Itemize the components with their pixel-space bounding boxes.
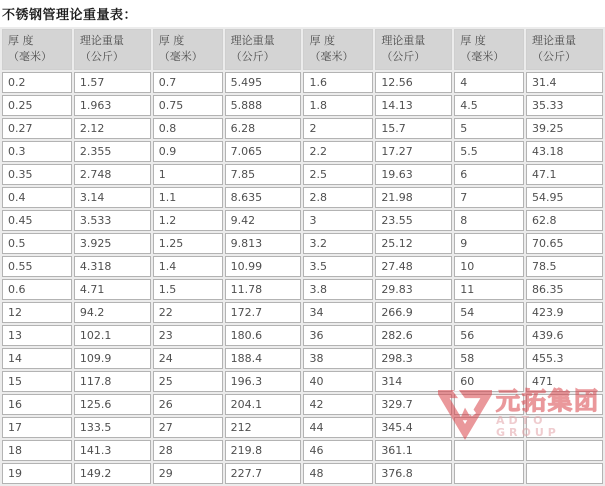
cell-thickness: 26	[153, 394, 223, 415]
cell-thickness: 1.8	[303, 95, 373, 116]
cell-thickness: 0.35	[2, 164, 72, 185]
cell-thickness: 54	[454, 302, 524, 323]
cell-thickness: 29	[153, 463, 223, 484]
header-cell-weight: 理论重量 （公斤）	[526, 29, 603, 70]
cell-thickness: 0.45	[2, 210, 72, 231]
cell-weight: 3.14	[74, 187, 151, 208]
cell-weight: 7.85	[225, 164, 302, 185]
cell-thickness: 22	[153, 302, 223, 323]
table-row	[2, 233, 603, 254]
cell-thickness: 2.8	[303, 187, 373, 208]
cell-thickness: 14	[2, 348, 72, 369]
cell-thickness	[454, 417, 524, 438]
cell-weight: 2.355	[74, 141, 151, 162]
cell-weight: 376.8	[375, 463, 452, 484]
header-cell-thickness: 厚 度 （毫米）	[2, 29, 72, 70]
cell-thickness: 0.9	[153, 141, 223, 162]
cell-weight: 102.1	[74, 325, 151, 346]
cell-weight: 12.56	[375, 72, 452, 93]
cell-thickness: 23	[153, 325, 223, 346]
cell-weight: 188.4	[225, 348, 302, 369]
cell-thickness: 2	[303, 118, 373, 139]
cell-weight: 6.28	[225, 118, 302, 139]
cell-weight: 212	[225, 417, 302, 438]
cell-thickness: 0.75	[153, 95, 223, 116]
cell-thickness: 16	[2, 394, 72, 415]
cell-weight: 31.4	[526, 72, 603, 93]
cell-weight: 78.5	[526, 256, 603, 277]
cell-thickness: 0.2	[2, 72, 72, 93]
table-row	[2, 302, 603, 323]
cell-weight: 439.6	[526, 325, 603, 346]
cell-thickness: 3.5	[303, 256, 373, 277]
cell-weight: 3.925	[74, 233, 151, 254]
cell-thickness: 0.27	[2, 118, 72, 139]
cell-weight: 27.48	[375, 256, 452, 277]
cell-weight: 39.25	[526, 118, 603, 139]
cell-weight: 86.35	[526, 279, 603, 300]
table-row	[2, 394, 603, 415]
cell-weight: 3.533	[74, 210, 151, 231]
cell-weight: 282.6	[375, 325, 452, 346]
cell-weight: 471	[526, 371, 603, 392]
cell-weight: 43.18	[526, 141, 603, 162]
cell-thickness: 0.4	[2, 187, 72, 208]
cell-thickness: 19	[2, 463, 72, 484]
cell-thickness: 0.6	[2, 279, 72, 300]
cell-weight: 266.9	[375, 302, 452, 323]
table-row	[2, 118, 603, 139]
cell-thickness: 1.2	[153, 210, 223, 231]
cell-weight: 298.3	[375, 348, 452, 369]
cell-thickness: 24	[153, 348, 223, 369]
cell-thickness: 42	[303, 394, 373, 415]
cell-thickness: 10	[454, 256, 524, 277]
cell-weight: 204.1	[225, 394, 302, 415]
table-row	[2, 325, 603, 346]
cell-weight: 1.57	[74, 72, 151, 93]
table-row	[2, 440, 603, 461]
cell-thickness: 0.7	[153, 72, 223, 93]
cell-weight: 11.78	[225, 279, 302, 300]
cell-weight: 29.83	[375, 279, 452, 300]
cell-weight: 2.748	[74, 164, 151, 185]
cell-weight: 361.1	[375, 440, 452, 461]
cell-thickness: 5.5	[454, 141, 524, 162]
cell-weight: 10.99	[225, 256, 302, 277]
cell-weight: 47.1	[526, 164, 603, 185]
header-cell-weight: 理论重量 （公斤）	[74, 29, 151, 70]
cell-weight: 455.3	[526, 348, 603, 369]
cell-thickness: 28	[153, 440, 223, 461]
cell-weight: 54.95	[526, 187, 603, 208]
cell-weight: 196.3	[225, 371, 302, 392]
cell-thickness: 13	[2, 325, 72, 346]
cell-thickness: 15	[2, 371, 72, 392]
header-cell-thickness: 厚 度 （毫米）	[454, 29, 524, 70]
cell-weight: 133.5	[74, 417, 151, 438]
cell-weight: 1.963	[74, 95, 151, 116]
cell-thickness: 34	[303, 302, 373, 323]
cell-weight: 180.6	[225, 325, 302, 346]
cell-thickness: 3	[303, 210, 373, 231]
cell-weight: 423.9	[526, 302, 603, 323]
cell-thickness: 4	[454, 72, 524, 93]
cell-weight: 8.635	[225, 187, 302, 208]
table-row	[2, 256, 603, 277]
cell-weight: 94.2	[74, 302, 151, 323]
page-title: 不锈钢管理论重量表：	[2, 8, 138, 23]
cell-thickness: 56	[454, 325, 524, 346]
cell-weight: 314	[375, 371, 452, 392]
cell-thickness: 4.5	[454, 95, 524, 116]
cell-thickness: 48	[303, 463, 373, 484]
cell-thickness: 0.55	[2, 256, 72, 277]
cell-weight	[526, 440, 603, 461]
cell-weight	[526, 417, 603, 438]
cell-weight: 19.63	[375, 164, 452, 185]
cell-thickness: 11	[454, 279, 524, 300]
cell-thickness: 7	[454, 187, 524, 208]
cell-thickness: 3.2	[303, 233, 373, 254]
cell-thickness: 12	[2, 302, 72, 323]
table-row	[2, 95, 603, 116]
cell-weight: 149.2	[74, 463, 151, 484]
header-cell-weight: 理论重量 （公斤）	[225, 29, 302, 70]
table-row	[2, 210, 603, 231]
cell-weight: 345.4	[375, 417, 452, 438]
header-cell-weight: 理论重量 （公斤）	[375, 29, 452, 70]
header-cell-thickness: 厚 度 （毫米）	[153, 29, 223, 70]
cell-thickness: 36	[303, 325, 373, 346]
cell-thickness: 0.3	[2, 141, 72, 162]
table-row	[2, 141, 603, 162]
cell-thickness: 18	[2, 440, 72, 461]
weight-table	[0, 27, 605, 486]
cell-weight: 35.33	[526, 95, 603, 116]
cell-weight	[526, 463, 603, 484]
table-body	[2, 72, 603, 484]
cell-weight: 141.3	[74, 440, 151, 461]
table-row	[2, 279, 603, 300]
cell-weight: 17.27	[375, 141, 452, 162]
cell-weight: 5.495	[225, 72, 302, 93]
cell-thickness: 0.5	[2, 233, 72, 254]
table-row	[2, 463, 603, 484]
cell-weight	[526, 394, 603, 415]
cell-weight: 5.888	[225, 95, 302, 116]
cell-weight: 227.7	[225, 463, 302, 484]
cell-weight: 329.7	[375, 394, 452, 415]
cell-weight: 219.8	[225, 440, 302, 461]
cell-thickness	[454, 463, 524, 484]
cell-thickness: 1.1	[153, 187, 223, 208]
cell-weight: 25.12	[375, 233, 452, 254]
cell-thickness: 5	[454, 118, 524, 139]
cell-thickness: 8	[454, 210, 524, 231]
header-row	[2, 29, 603, 70]
cell-thickness: 58	[454, 348, 524, 369]
cell-weight: 70.65	[526, 233, 603, 254]
cell-weight: 21.98	[375, 187, 452, 208]
cell-weight: 9.42	[225, 210, 302, 231]
cell-thickness: 6	[454, 164, 524, 185]
cell-weight: 9.813	[225, 233, 302, 254]
cell-thickness: 1.5	[153, 279, 223, 300]
table-row	[2, 164, 603, 185]
cell-thickness: 9	[454, 233, 524, 254]
cell-weight: 4.318	[74, 256, 151, 277]
cell-thickness: 2.5	[303, 164, 373, 185]
cell-thickness	[454, 394, 524, 415]
cell-thickness: 2.2	[303, 141, 373, 162]
cell-thickness: 0.25	[2, 95, 72, 116]
cell-thickness: 38	[303, 348, 373, 369]
cell-thickness: 1.25	[153, 233, 223, 254]
cell-weight: 62.8	[526, 210, 603, 231]
table-header	[2, 29, 603, 70]
cell-thickness: 46	[303, 440, 373, 461]
cell-thickness: 25	[153, 371, 223, 392]
cell-weight: 4.71	[74, 279, 151, 300]
table-row	[2, 417, 603, 438]
cell-thickness: 1.6	[303, 72, 373, 93]
cell-thickness: 1.4	[153, 256, 223, 277]
cell-thickness	[454, 440, 524, 461]
header-cell-thickness: 厚 度 （毫米）	[303, 29, 373, 70]
cell-weight: 23.55	[375, 210, 452, 231]
cell-weight: 125.6	[74, 394, 151, 415]
cell-weight: 172.7	[225, 302, 302, 323]
table-row	[2, 187, 603, 208]
table-row	[2, 72, 603, 93]
cell-weight: 7.065	[225, 141, 302, 162]
cell-thickness: 3.8	[303, 279, 373, 300]
table-row	[2, 348, 603, 369]
cell-weight: 2.12	[74, 118, 151, 139]
cell-weight: 117.8	[74, 371, 151, 392]
watermark-english: ADTO GROUP	[496, 413, 560, 439]
cell-thickness: 60	[454, 371, 524, 392]
cell-thickness: 44	[303, 417, 373, 438]
cell-thickness: 0.8	[153, 118, 223, 139]
table-row	[2, 371, 603, 392]
cell-thickness: 17	[2, 417, 72, 438]
cell-thickness: 27	[153, 417, 223, 438]
cell-weight: 14.13	[375, 95, 452, 116]
cell-weight: 15.7	[375, 118, 452, 139]
cell-thickness: 1	[153, 164, 223, 185]
cell-weight: 109.9	[74, 348, 151, 369]
cell-thickness: 40	[303, 371, 373, 392]
